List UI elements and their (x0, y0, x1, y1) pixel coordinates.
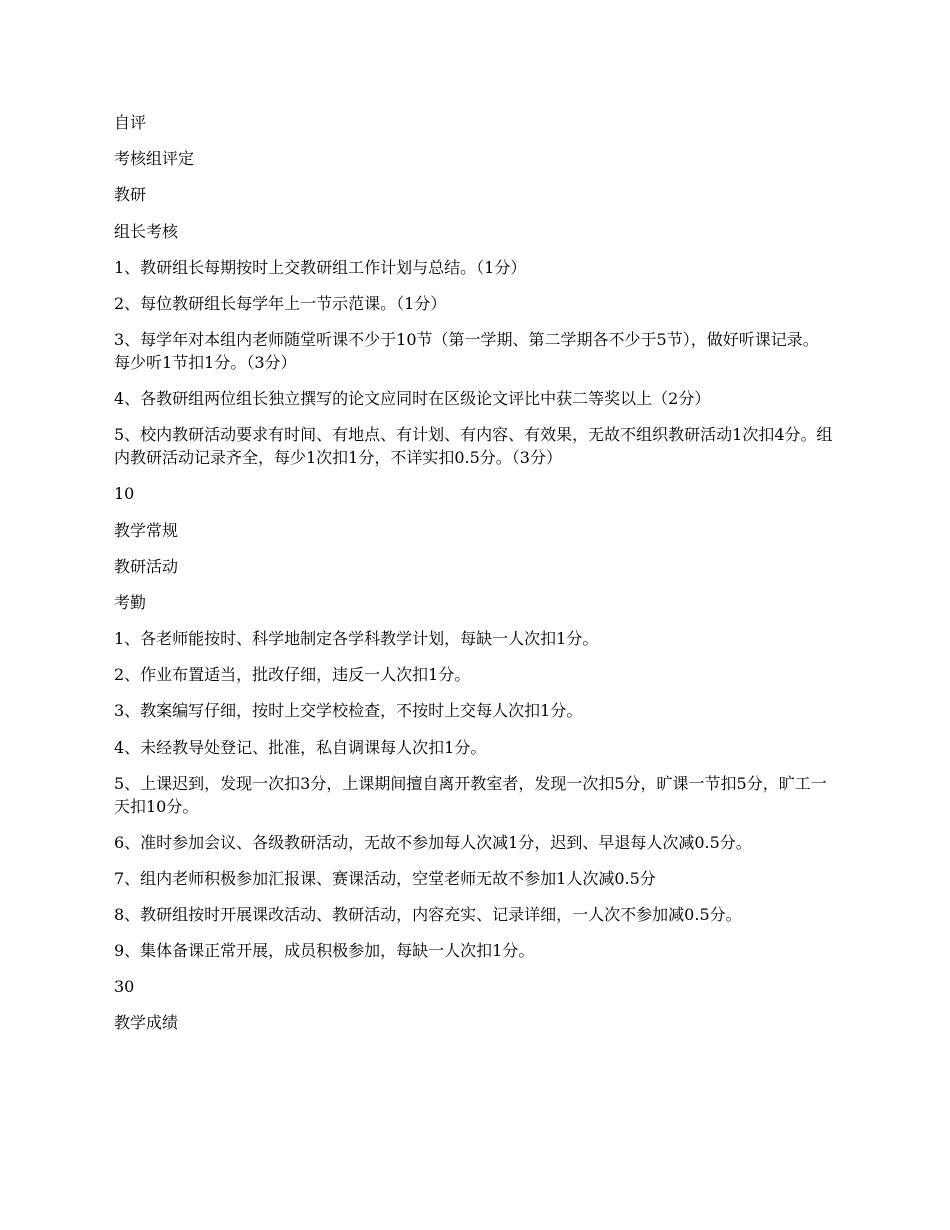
leader-item-5: 5、校内教研活动要求有时间、有地点、有计划、有内容、有效果，无故不组织教研活动1次扣4分。组内教研活动记录齐全，每少1次扣1分，不详实扣0.5分。（3分） (114, 425, 833, 468)
routine-item-7: 7、组内老师积极参加汇报课、赛课活动，空堂老师无故不参加1人次减0.5分 (114, 868, 656, 888)
routine-item-8: 8、教研组按时开展课改活动、教研活动，内容充实、记录详细，一人次不参加减0.5分。 (114, 905, 742, 924)
score-30: 30 (114, 977, 135, 997)
routine-item-9: 9、集体备课正常开展，成员积极参加，每缺一人次扣1分。 (114, 941, 535, 960)
label-teaching-routine: 教学常规 (114, 520, 179, 540)
label-teaching-results: 教学成绩 (114, 1013, 179, 1033)
label-leader-assessment: 组长考核 (114, 221, 179, 241)
document-body (114, 111, 834, 1048)
routine-item-4: 4、未经教导处登记、批准，私自调课每人次扣1分。 (114, 737, 487, 757)
leader-item-4: 4、各教研组两位组长独立撰写的论文应同时在区级论文评比中获二等奖以上（2分） (114, 389, 711, 409)
score-10: 10 (114, 484, 135, 504)
routine-item-2: 2、作业布置适当，批改仔细，违反一人次扣1分。 (114, 665, 471, 685)
routine-item-5: 5、上课迟到，发现一次扣3分，上课期间擅自离开教室者，发现一次扣5分，旷课一节扣5分，旷工一天扣10分。 (114, 773, 827, 816)
routine-item-3: 3、教案编写仔细，按时上交学校检查，不按时上交每人次扣1分。 (114, 701, 583, 721)
label-self-evaluation: 自评 (114, 113, 147, 132)
label-assessment-group: 考核组评定 (114, 149, 195, 169)
leader-item-3: 3、每学年对本组内老师随堂听课不少于10节（第一学期、第二学期各不少于5节），做好听课记录。每少听1节扣1分。（3分） (114, 330, 819, 373)
routine-item-6: 6、准时参加会议、各级教研活动，无故不参加每人次减1分，迟到、早退每人次减0.5分。 (114, 832, 752, 852)
label-attendance: 考勤 (114, 592, 147, 612)
label-teaching-research: 教研 (114, 185, 147, 205)
leader-item-1: 1、教研组长每期按时上交教研组工作计划与总结。（1分） (114, 257, 527, 277)
label-research-activity: 教研活动 (114, 556, 179, 576)
leader-item-2: 2、每位教研组长每学年上一节示范课。（1分） (114, 293, 447, 313)
routine-item-1: 1、各老师能按时、科学地制定各学科教学计划，每缺一人次扣1分。 (114, 629, 599, 649)
